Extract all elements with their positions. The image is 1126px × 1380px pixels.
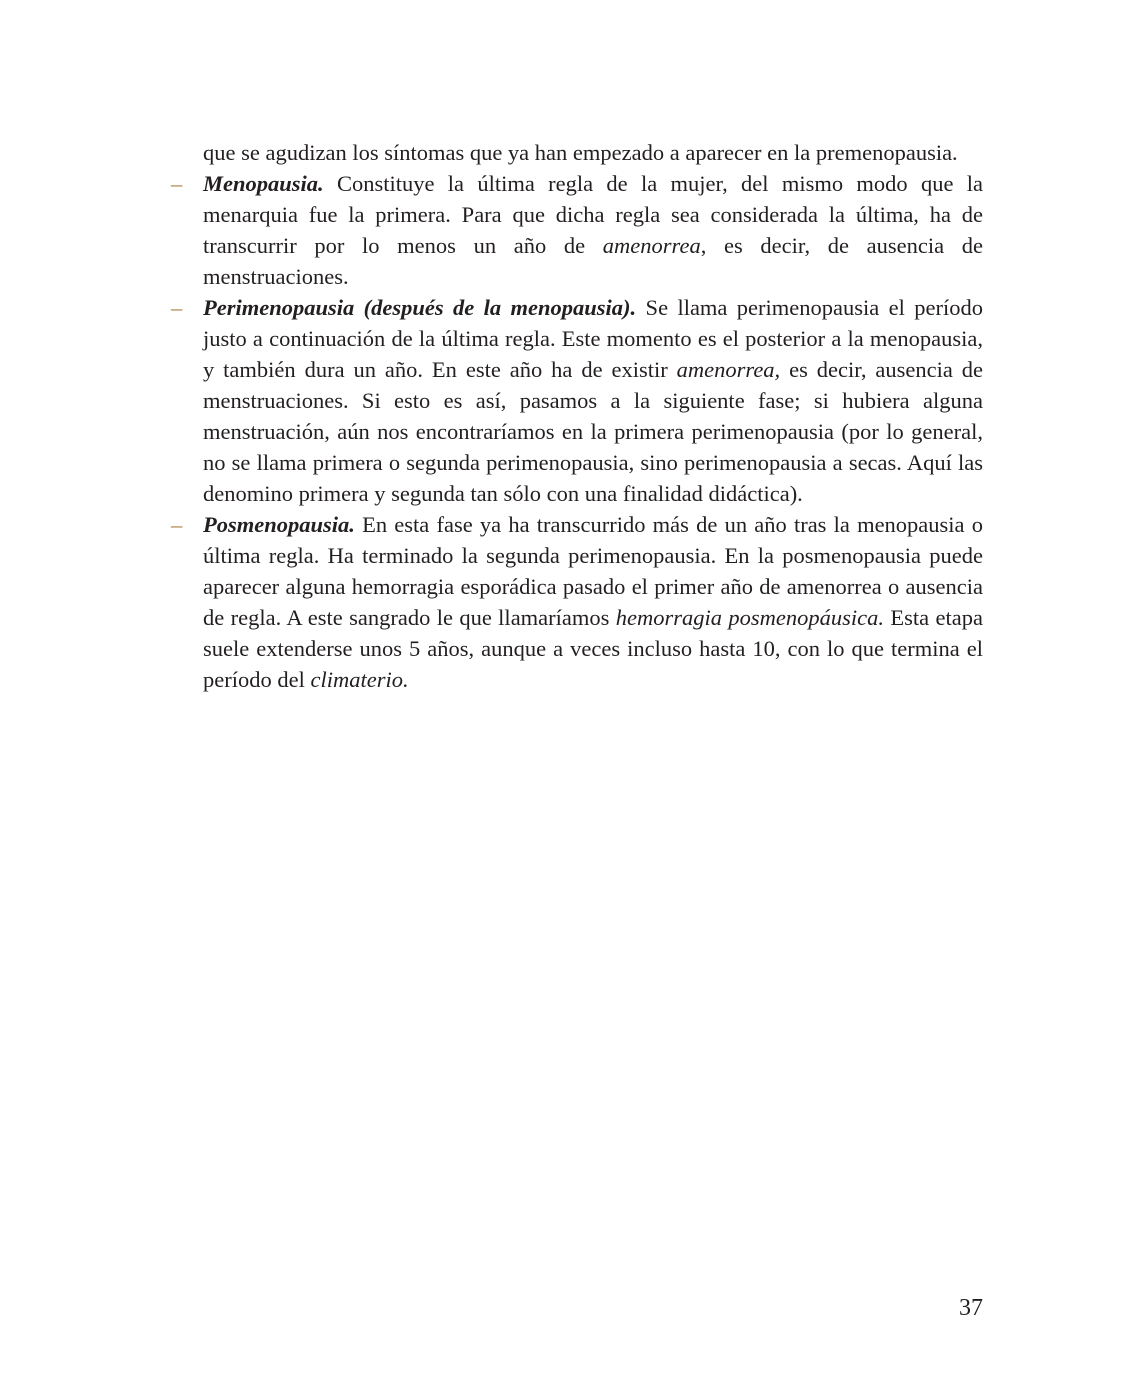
item-text: Constituye la última regla de la mujer, del mismo modo que la menarquia fue la primera. Para que dicha regla sea considerada la última, ha de transcurrir por lo menos un año de [203, 171, 983, 258]
dash-bullet: – [171, 171, 183, 196]
term-heading: Perimenopausia (después de la menopausia). [203, 295, 637, 320]
italic-term: climaterio. [310, 667, 409, 692]
italic-term: amenorrea [602, 233, 701, 258]
term-heading: Posmenopausia. [203, 512, 355, 537]
term-heading: Menopausia. [203, 171, 324, 196]
italic-term: amenorrea, [676, 357, 781, 382]
list-item-menopausia [171, 168, 983, 292]
italic-term: hemorragia posmenopáusica. [615, 605, 885, 630]
intro-paragraph [171, 137, 983, 168]
item-text: Esta etapa suele extenderse unos 5 años, aunque a veces incluso hasta 10, con lo que termina el período del [203, 605, 983, 692]
item-text: En esta fase ya ha transcurrido más de un año tras la menopausia o última regla. Ha terminado la segunda perimenopausia. En la posmenopausia puede aparecer alguna hemorragia esporádica pasado el primer año de amenorrea o ausencia de regla. A este sangrado le que llamaríamos [203, 512, 983, 630]
intro-text: que se agudizan los síntomas que ya han empezado a aparecer en la premenopausia. [203, 140, 958, 165]
item-text: , es decir, de ausencia de menstruaciones. [203, 233, 983, 289]
list-item-perimenopausia [171, 292, 983, 509]
item-text: es decir, ausencia de menstruaciones. Si esto es así, pasamos a la siguiente fase; si hubiera alguna menstruación, aún nos encontraríamos en la primera perimenopausia (por lo general, no se llama primera o segunda perimenopausia, sino perimenopausia a secas. Aquí las denomino primera y segunda tan sólo con una finalidad didáctica). [203, 357, 984, 506]
dash-bullet: – [171, 295, 183, 320]
list-item-posmenopausia [171, 509, 983, 695]
body-text [171, 137, 983, 695]
dash-bullet: – [171, 512, 183, 537]
page-number: 37 [959, 1295, 983, 1321]
item-text: Se llama perimenopausia el período justo a continuación de la última regla. Este momento es el posterior a la menopausia, y también dura un año. En este año ha de existir [203, 295, 983, 382]
